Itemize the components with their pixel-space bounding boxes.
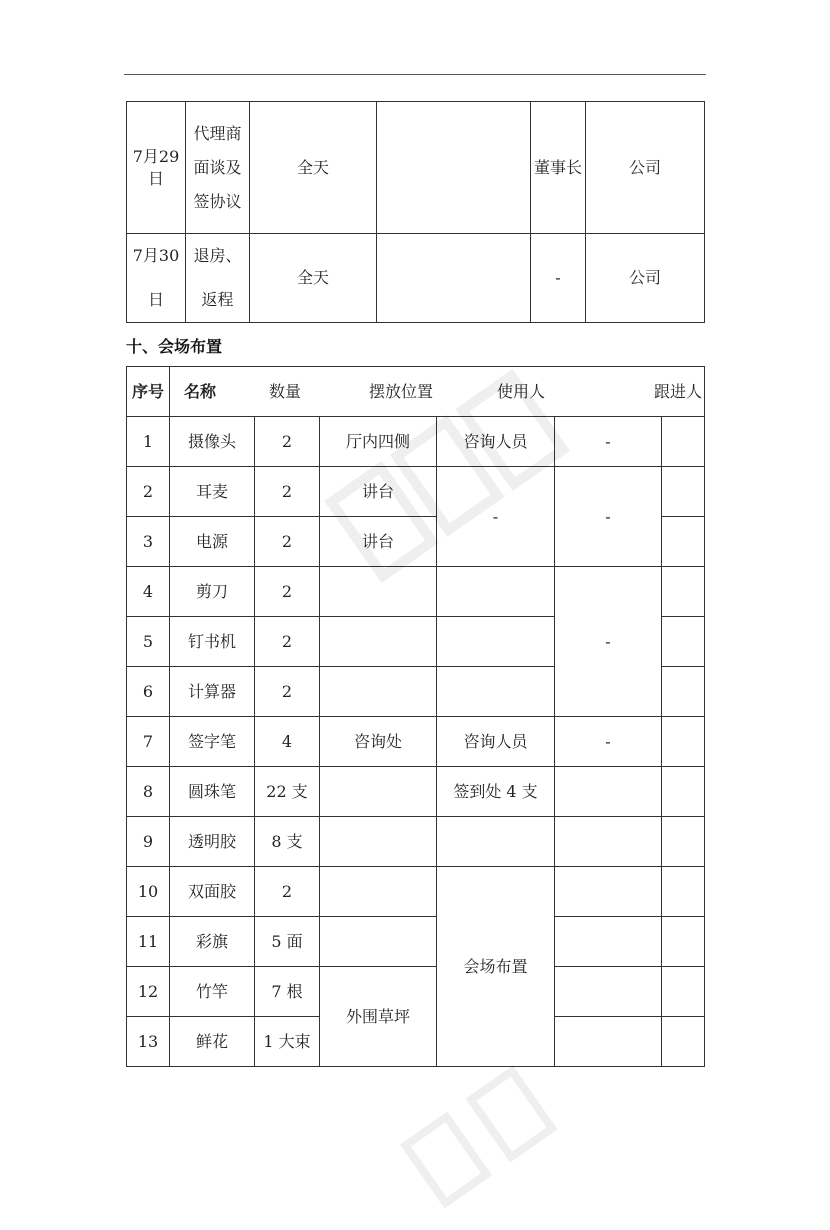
- position-cell: [320, 617, 437, 667]
- qty-cell: 2: [255, 617, 320, 667]
- follow-cell: [555, 867, 662, 917]
- header-qty: 数量: [268, 381, 301, 401]
- table-row: [127, 817, 705, 867]
- extra-cell: [662, 917, 705, 967]
- schedule-row: [127, 234, 705, 323]
- no-cell: 6: [127, 667, 170, 717]
- no-cell: 7: [127, 717, 170, 767]
- position-cell: 咨询处: [320, 717, 437, 767]
- name-cell: 双面胶: [170, 867, 255, 917]
- no-cell: 8: [127, 767, 170, 817]
- blank-cell: [377, 234, 531, 323]
- name-cell: 摄像头: [170, 417, 255, 467]
- user-cell: [437, 667, 555, 717]
- position-cell: [320, 667, 437, 717]
- follow-cell: [555, 817, 662, 867]
- qty-cell: 2: [255, 867, 320, 917]
- position-cell: [320, 867, 437, 917]
- schedule-row: [127, 102, 705, 234]
- user-cell: 咨询人员: [437, 717, 555, 767]
- user-cell: [437, 617, 555, 667]
- qty-cell: 2: [255, 417, 320, 467]
- table-row: [127, 467, 705, 517]
- qty-cell: 2: [255, 467, 320, 517]
- no-cell: 12: [127, 967, 170, 1017]
- name-cell: 竹竿: [170, 967, 255, 1017]
- person-cell: 董事长: [531, 102, 586, 234]
- extra-cell: [662, 717, 705, 767]
- qty-cell: 22 支: [255, 767, 320, 817]
- name-cell: 耳麦: [170, 467, 255, 517]
- date-cell: 7月29日: [127, 102, 186, 234]
- header-group: [170, 367, 705, 417]
- follow-cell: [555, 967, 662, 1017]
- table-row: [127, 917, 705, 967]
- position-cell: 讲台: [320, 517, 437, 567]
- position-cell: [320, 917, 437, 967]
- table-row: [127, 867, 705, 917]
- place-cell: 公司: [586, 102, 705, 234]
- person-cell: -: [531, 234, 586, 323]
- no-cell: 10: [127, 867, 170, 917]
- table-row: [127, 417, 705, 467]
- user-cell: 咨询人员: [437, 417, 555, 467]
- follow-cell: [555, 1017, 662, 1067]
- position-cell: 外围草坪: [320, 967, 437, 1067]
- qty-cell: 4: [255, 717, 320, 767]
- table-row: [127, 767, 705, 817]
- name-cell: 鲜花: [170, 1017, 255, 1067]
- name-cell: 透明胶: [170, 817, 255, 867]
- user-cell: [437, 567, 555, 617]
- name-cell: 电源: [170, 517, 255, 567]
- time-cell: 全天: [250, 102, 377, 234]
- name-cell: 剪刀: [170, 567, 255, 617]
- qty-cell: 7 根: [255, 967, 320, 1017]
- blank-cell: [377, 102, 531, 234]
- position-cell: 讲台: [320, 467, 437, 517]
- extra-cell: [662, 417, 705, 467]
- extra-cell: [662, 517, 705, 567]
- venue-header-row: [127, 367, 705, 417]
- user-cell: 会场布置: [437, 867, 555, 1067]
- no-cell: 13: [127, 1017, 170, 1067]
- follow-cell: -: [555, 417, 662, 467]
- no-cell: 1: [127, 417, 170, 467]
- table-row: [127, 567, 705, 617]
- header-no: 序号: [127, 367, 170, 417]
- no-cell: 3: [127, 517, 170, 567]
- extra-cell: [662, 817, 705, 867]
- extra-cell: [662, 1017, 705, 1067]
- header-follow: 跟进人: [653, 381, 702, 401]
- name-cell: 圆珠笔: [170, 767, 255, 817]
- place-cell: 公司: [586, 234, 705, 323]
- header-position: 摆放位置: [368, 381, 433, 401]
- position-cell: 厅内四侧: [320, 417, 437, 467]
- no-cell: 11: [127, 917, 170, 967]
- item-cell: 代理商面谈及签协议: [186, 102, 250, 234]
- name-cell: 计算器: [170, 667, 255, 717]
- position-cell: [320, 767, 437, 817]
- follow-cell: -: [555, 717, 662, 767]
- user-cell: -: [437, 467, 555, 567]
- extra-cell: [662, 617, 705, 667]
- table-row: [127, 717, 705, 767]
- no-cell: 4: [127, 567, 170, 617]
- qty-cell: 1 大束: [255, 1017, 320, 1067]
- qty-cell: 5 面: [255, 917, 320, 967]
- position-cell: [320, 817, 437, 867]
- follow-cell: [555, 767, 662, 817]
- header-rule: [124, 74, 706, 75]
- header-user: 使用人: [496, 381, 545, 401]
- user-cell: [437, 817, 555, 867]
- qty-cell: 2: [255, 667, 320, 717]
- no-cell: 9: [127, 817, 170, 867]
- name-cell: 彩旗: [170, 917, 255, 967]
- extra-cell: [662, 467, 705, 517]
- schedule-table: [126, 101, 705, 323]
- time-cell: 全天: [250, 234, 377, 323]
- qty-cell: 8 支: [255, 817, 320, 867]
- date-cell: 7月30日: [127, 234, 186, 323]
- name-cell: 钉书机: [170, 617, 255, 667]
- user-cell: 签到处 4 支: [437, 767, 555, 817]
- follow-cell: -: [555, 467, 662, 567]
- position-cell: [320, 567, 437, 617]
- qty-cell: 2: [255, 517, 320, 567]
- extra-cell: [662, 967, 705, 1017]
- qty-cell: 2: [255, 567, 320, 617]
- extra-cell: [662, 767, 705, 817]
- no-cell: 5: [127, 617, 170, 667]
- no-cell: 2: [127, 467, 170, 517]
- follow-cell: -: [555, 567, 662, 717]
- section-title: 十、会场布置: [126, 337, 223, 356]
- extra-cell: [662, 867, 705, 917]
- header-name: 名称: [183, 381, 216, 401]
- extra-cell: [662, 567, 705, 617]
- extra-cell: [662, 667, 705, 717]
- table-row: [127, 967, 705, 1017]
- name-cell: 签字笔: [170, 717, 255, 767]
- follow-cell: [555, 917, 662, 967]
- item-cell: 退房、返程: [186, 234, 250, 323]
- venue-table: [126, 366, 705, 1067]
